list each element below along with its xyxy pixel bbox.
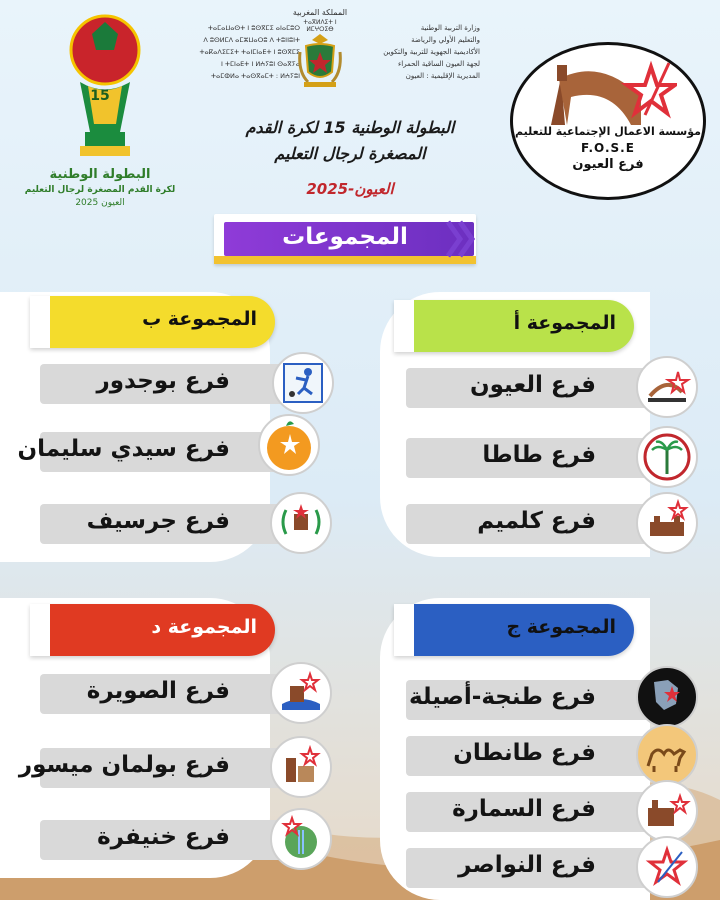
group-c-title: المجموعة ج [506,616,616,638]
tifinagh-line: ⵜⴰⵎⵀⵍⴰ ⵜⴰⵙⴳⴰⵎⵜ : ⵍⵄⵢⵓⵏ [211,72,300,80]
arabic-line: الأكاديمية الجهوية للتربية والتكوين [383,48,480,56]
team-name: فرع بولمان ميسور [18,752,230,778]
star-arrow-logo-icon [638,838,696,896]
trophy-icon [60,12,150,162]
team-row [40,504,290,544]
banner-label: المجموعات [282,224,408,250]
team-logo [636,426,698,488]
group-a-card [380,292,650,557]
tifinagh-line: ⴷ ⵓⵙⵍⵎⴷ ⴰⵎⵣⵡⴰⵔⵓ ⴷ ⵜⵓⵏⵏⵓⵏⵜ [203,36,300,44]
team-logo [636,492,698,554]
tournament-city-year: العيون-2025 [306,180,394,198]
trophy-year: العيون 2025 [75,198,125,208]
header-tab [394,604,414,656]
team-row [406,736,656,776]
team-logo [636,724,698,786]
fort-logo-icon [638,494,696,552]
team-name: فرع العيون [469,372,596,398]
group-c-header [394,604,634,656]
wreath-logo-icon [272,494,330,552]
fort-logo-icon [638,782,696,840]
coat-of-arms-icon [298,32,342,88]
group-b-title: المجموعة ب [142,308,257,330]
camel-logo-icon [638,726,696,784]
group-a-title: المجموعة أ [513,312,616,334]
arabic-line: المديرية الإقليمية : العيون [405,72,480,80]
fose-acronym: F.O.S.E [581,141,635,155]
arabic-line: والتعليم الأولي والرياضة [411,36,480,44]
team-logo [636,836,698,898]
waterfall-logo-icon [272,810,330,868]
group-d-header [30,604,275,656]
team-row [406,504,656,544]
football-player-logo-icon [274,354,332,412]
trophy-title: البطولة الوطنية [49,167,151,182]
team-row [40,820,290,860]
map-logo-icon [638,668,696,726]
groups-banner [214,214,476,264]
header-tab [30,296,50,348]
group-b-card [0,292,270,562]
team-logo [636,356,698,418]
team-name: فرع طانطان [453,740,596,766]
team-logo [270,662,332,724]
palm-tree-logo-icon [638,428,696,486]
fose-logo [510,42,706,200]
banner-accent [214,256,476,264]
trophy-number: 15 [90,88,110,104]
fose-emblem-icon [541,57,677,127]
arabic-line: وزارة التربية الوطنية [420,24,480,32]
team-row [406,368,656,408]
team-name: فرع طاطا [482,442,596,468]
tifinagh-line: ⵏ ⵜⵎⵏⴰⴹⵜ ⵏ ⵍⵄⵢⵓⵏ ⵙⴰⴳⵢⴰ [221,60,300,68]
team-logo [258,414,320,476]
team-row [17,432,290,472]
kingdom-name-tifinagh: ⵜⴰⴳⵍⴷⵉⵜ ⵏ ⵍⵎⵖⵔⵉⴱ [303,19,337,33]
team-name: فرع جرسيف [86,508,230,534]
fose-branch: فرع العيون [572,157,644,172]
team-name: فرع خنيفرة [97,824,230,850]
tifinagh-line: ⵜⴰⴽⴰⴷⵉⵎⵉⵜ ⵜⴰⵏⵎⵏⴰⴹⵜ ⵏ ⵓⵙⴳⵎⵉ [199,48,300,56]
team-row [18,748,290,788]
ministry-header [160,8,480,118]
kingdom-name-arabic: المملكة المغربية [292,8,348,17]
team-row [40,674,290,714]
team-row [406,792,656,832]
tournament-title-line2: المصغرة لرجال التعليم [274,144,426,163]
group-a-header [394,300,634,352]
team-row [40,364,290,404]
ministry-tifinagh-lines [160,22,300,82]
group-d-title: المجموعة د [151,616,257,638]
team-name: فرع النواصر [458,852,596,878]
group-d-card [0,598,270,878]
team-logo [636,780,698,842]
group-c-card [380,598,650,900]
team-name: فرع الصويرة [86,678,230,704]
orange-logo-icon [260,416,318,474]
team-name: فرع بوجدور [96,368,230,394]
group-b-header [30,296,275,348]
team-logo [272,352,334,414]
header-tab [394,300,414,352]
team-logo [270,808,332,870]
team-row [406,438,656,478]
team-name: فرع سيدي سليمان [17,436,230,462]
team-name: فرع السمارة [452,796,596,822]
team-name: فرع كلميم [477,508,596,534]
team-logo [636,666,698,728]
trophy-subtitle: لكرة القدم المصغرة لرجال التعليم [24,185,176,195]
team-logo [270,736,332,798]
fose-branch-logo-icon [638,358,696,416]
ministry-arabic-lines [360,22,480,82]
tifinagh-line: ⵜⴰⵎⴰⵡⴰⵙⵜ ⵏ ⵓⵙⴳⵎⵉ ⴰⵏⴰⵎⵓⵔ [207,24,300,32]
team-row [406,848,656,888]
arabic-line: لجهة العيون الساقية الحمراء [397,60,480,68]
seaside-logo-icon [272,664,330,722]
team-logo [270,492,332,554]
header-tab [30,604,50,656]
fose-name: مؤسسة الاعمال الإجتماعية للتعليم [515,125,701,138]
tower-logo-icon [272,738,330,796]
tournament-title-line1: البطولة الوطنية 15 لكرة القدم [245,118,455,137]
team-row [406,680,656,720]
team-name: فرع طنجة-أصيلة [408,684,596,710]
